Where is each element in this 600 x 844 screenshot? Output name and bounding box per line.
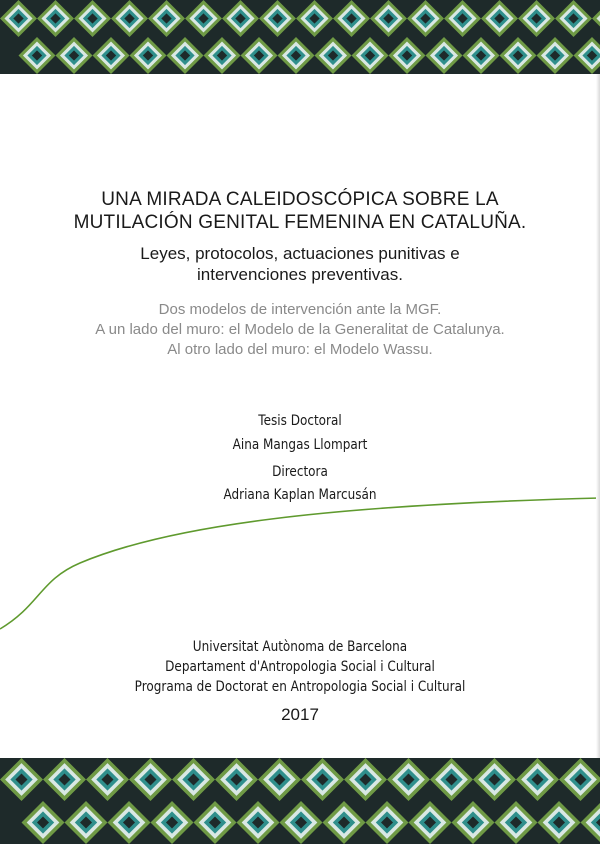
models-line-2: A un lado del muro: el Modelo de la Generalitat de Catalunya. [95, 321, 505, 338]
subtitle-line-2: intervenciones preventivas. [196, 265, 403, 284]
thesis-type: Tesis Doctoral [258, 413, 342, 429]
models-line-1: Dos modelos de intervención ante la MGF. [158, 301, 442, 318]
green-curve-line [0, 495, 600, 635]
title-line-2: MUTILACIÓN GENITAL FEMENINA EN CATALUÑA. [73, 212, 527, 233]
top-pattern-band [0, 0, 600, 74]
author-name: Aina Mangas Llompart [232, 437, 368, 453]
publication-year: 2017 [281, 705, 319, 724]
page-edge-shadow [596, 74, 600, 758]
program-name: Programa de Doctorat en Antropologia Social i Cultural [134, 679, 466, 695]
bottom-pattern-band [0, 758, 600, 844]
thesis-title [0, 188, 600, 234]
institution-block [42, 637, 558, 697]
intervention-models [0, 300, 600, 360]
curve-path [0, 498, 600, 629]
director-name: Adriana Kaplan Marcusán [223, 487, 377, 503]
university-name: Universitat Autònoma de Barcelona [192, 639, 408, 655]
department-name: Departament d'Antropologia Social i Cultural [165, 659, 435, 675]
kaleidoscope-pattern-top [0, 0, 600, 74]
thesis-subtitle [0, 243, 600, 285]
director-label: Directora [272, 464, 328, 480]
title-line-1: UNA MIRADA CALEIDOSCÓPICA SOBRE LA [101, 189, 499, 210]
models-line-3: Al otro lado del muro: el Modelo Wassu. [167, 341, 433, 358]
subtitle-line-1: Leyes, protocolos, actuaciones punitivas e [140, 244, 460, 263]
kaleidoscope-pattern-bottom [0, 758, 600, 844]
